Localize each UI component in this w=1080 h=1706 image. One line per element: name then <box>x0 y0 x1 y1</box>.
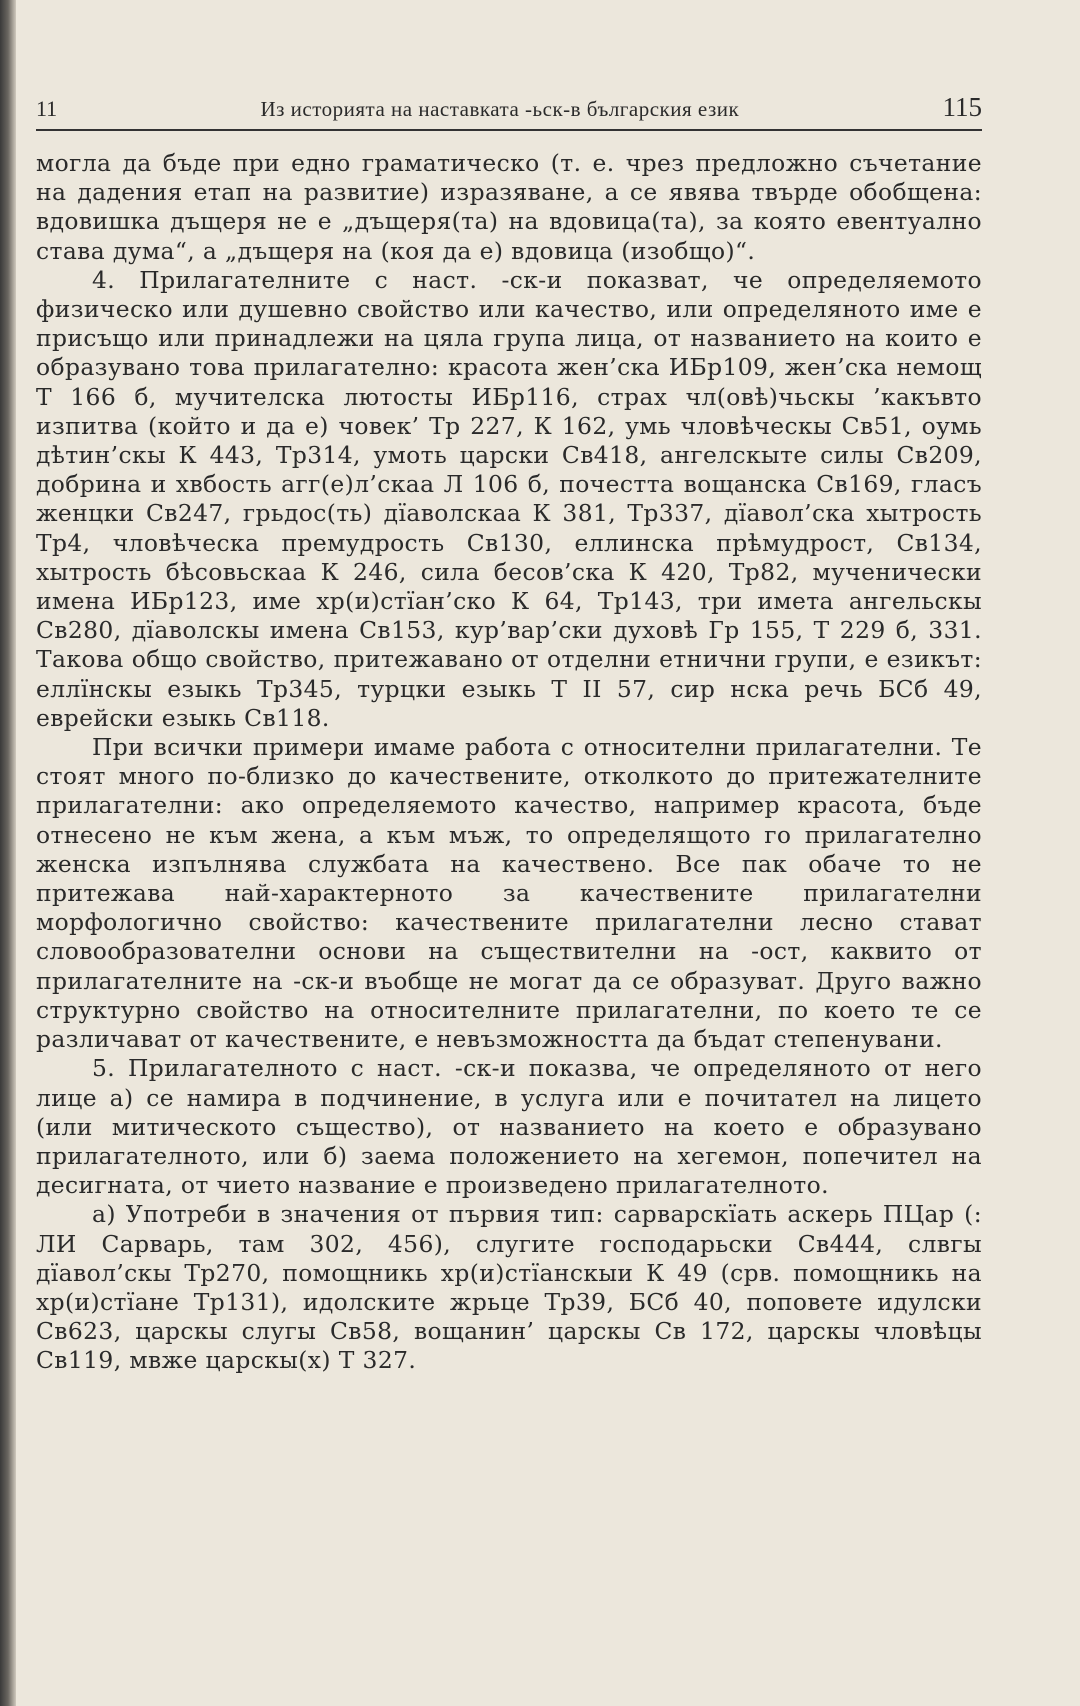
page-binding-edge <box>0 0 16 1706</box>
running-title: Из историята на наставката -ьск-в българския език <box>260 97 740 121</box>
running-header <box>36 92 982 131</box>
chapter-number: 11 <box>36 96 58 121</box>
paragraph-4: 4. Прилагателните с наст. -ск-и показват, че определяемото физическо или душевно свойство или качество, или определяното име е присъщо или принадлежи на цяла група лица, от названието на които е образувано това прилагателно: красота жен’ска ИБр109, жен’ска немощ Т 166 б, мучителска лютосты ИБр116, страх чл(овѣ)чьскы ’какъвто изпитва (който и да е) човек’ Тр 227, К 162, умь чловѣческы Св51, оумь дѣтин’скы К 443, Тр314, умоть царски Св418, ангелскыте силы Св209, добрина и хвбость агг(е)л’скаа Л 106 б, почестта вощанска Св169, гласъ женцки Св247, грьдос(ть) дïаволскаа К 381, Тр337, дïавол’ска хытрость Тр4, чловѣческа премудрость Св130, еллинска прѣмудрост, Св134, хытрость бѣсовьскаа К 246, сила бесов’ска К 420, Тр82, мученически имена ИБр123, име хр(и)стïан’ско К 64, Тр143, три имета ангельскы Св280, дïаволскы имена Св153, кур’вар’ски духовѣ Гр 155, Т 229 б, 331. Такова общо свойство, притежавано от отделни етнични групи, е езикът: еллïнскы езыкь Тр345, турцки езыкь Т II 57, сир нска речь БСб 49, еврейски езыкь Св118. <box>36 265 982 732</box>
paragraph-5a: а) Употреби в значения от първия тип: сарварскïать аскерь ПЦар (: ЛИ Сарварь, там 302, 456), слугите господарьски Св444, слвгы дïавол’скы Тр270, помощникь хр(и)стïанскыи К 49 (срв. помощникь на хр(и)стïане Тр131), идолските жрьце Тр39, БСб 40, поповете идулски Св623, царскы слугы Св58, вощанин’ царскы Св 172, царскы чловѣцы Св119, мвже царскы(х) Т 327. <box>36 1200 982 1375</box>
body-text <box>36 149 982 1376</box>
page-number: 115 <box>942 92 982 122</box>
paragraph-relative-adjectives: При всички примери имаме работа с относителни прилагателни. Те стоят много по-близко до качествените, отколкото до притежателните прилагателни: ако определяемото качество, например красота, бъде отнесено не към жена, а към мъж, то определящото го прилагателно женска изпълнява службата на качествено. Все пак обаче то не притежава най-характерното за качествените прилагателни морфологично свойство: качествените прилагателни лесно стават словообразователни основи на съществителни на -ост, каквито от прилагателните на -ск-и въобще не могат да се образуват. Друго важно структурно свойство на относителните прилагателни, по което те се различават от качествените, е невъзможността да бъдат степенувани. <box>36 733 982 1054</box>
paragraph-5: 5. Прилагателното с наст. -ск-и показва, че определяното от него лице а) се намира в подчинение, в услуга или е почитател на лицето (или митическото същество), от названието на което е образувано прилагателното, или б) заема положението на хегемон, попечител на десигната, от чието название е произведено прилагателното. <box>36 1054 982 1200</box>
page <box>36 92 982 1376</box>
paragraph-continuation: могла да бъде при едно граматическо (т. е. чрез предложно съчетание на дадения етап на развитие) изразяване, а се явява твърде обобщена: вдовишка дъщеря не е „дъщеря(та) на вдовица(та), за която евентуално става дума“, а „дъщеря на (коя да е) вдовица (изобщо)“. <box>36 149 982 265</box>
